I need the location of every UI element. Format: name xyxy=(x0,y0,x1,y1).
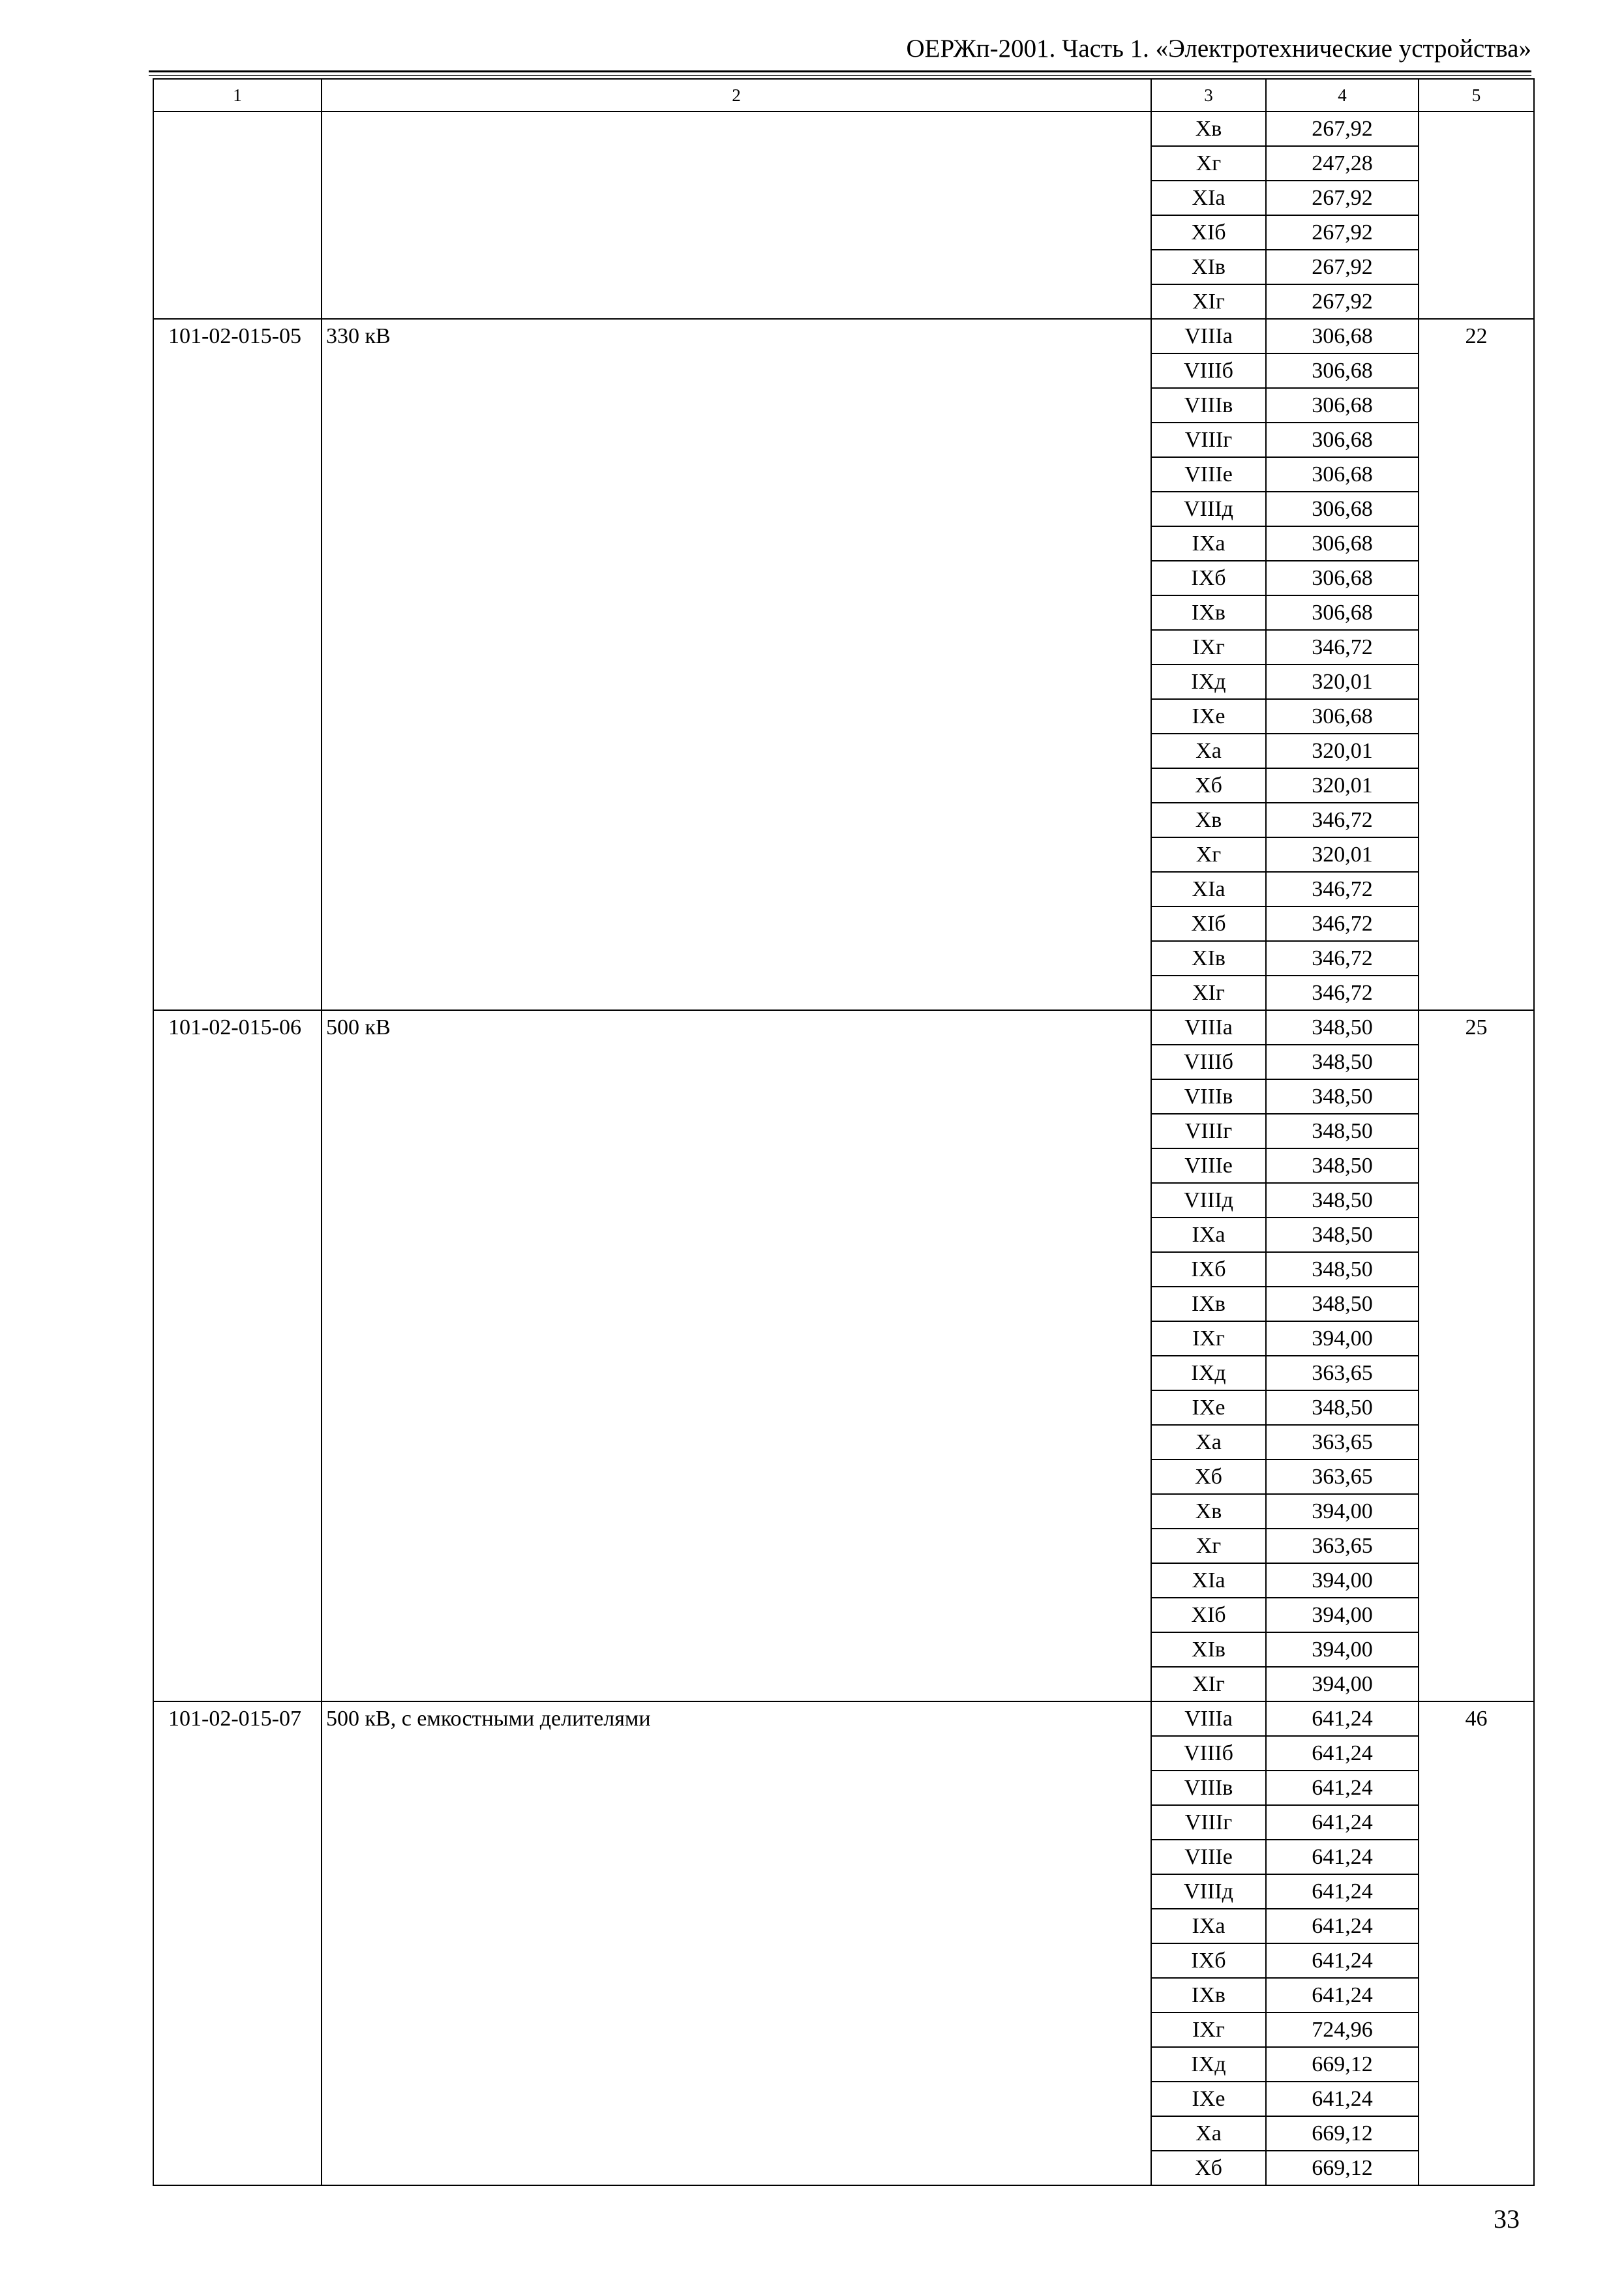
zone-cell: IXа xyxy=(1151,1218,1266,1252)
item-code: 101-02-015-06 xyxy=(153,1010,322,1701)
zone-cell: IXг xyxy=(1151,630,1266,665)
column5-value xyxy=(1419,112,1534,319)
zone-cell: VIIIд xyxy=(1151,1183,1266,1218)
price-cell: 363,65 xyxy=(1266,1529,1419,1563)
price-cell: 306,68 xyxy=(1266,388,1419,423)
zone-cell: XIб xyxy=(1151,215,1266,250)
price-cell: 306,68 xyxy=(1266,526,1419,561)
column5-value: 25 xyxy=(1419,1010,1534,1701)
price-cell: 641,24 xyxy=(1266,1805,1419,1840)
zone-cell: VIIIб xyxy=(1151,353,1266,388)
page-header: ОЕРЖп-2001. Часть 1. «Электротехнические устройства» xyxy=(906,35,1531,63)
zone-cell: VIIIе xyxy=(1151,1840,1266,1874)
zone-cell: XIг xyxy=(1151,284,1266,319)
price-cell: 306,68 xyxy=(1266,561,1419,595)
zone-cell: VIIIг xyxy=(1151,1805,1266,1840)
price-cell: 320,01 xyxy=(1266,837,1419,872)
zone-cell: Xа xyxy=(1151,1425,1266,1459)
zone-cell: Xг xyxy=(1151,1529,1266,1563)
zone-cell: IXв xyxy=(1151,1287,1266,1321)
price-cell: 363,65 xyxy=(1266,1425,1419,1459)
zone-cell: IXе xyxy=(1151,699,1266,734)
zone-cell: Xг xyxy=(1151,146,1266,181)
column-number-row xyxy=(153,79,1534,112)
price-cell: 641,24 xyxy=(1266,1840,1419,1874)
zone-cell: XIв xyxy=(1151,1632,1266,1667)
price-cell: 394,00 xyxy=(1266,1667,1419,1701)
price-cell: 641,24 xyxy=(1266,1943,1419,1978)
zone-cell: VIIIе xyxy=(1151,457,1266,492)
zone-cell: VIIIб xyxy=(1151,1045,1266,1079)
zone-cell: VIIIг xyxy=(1151,1114,1266,1148)
zone-cell: VIIIб xyxy=(1151,1736,1266,1771)
price-cell: 247,28 xyxy=(1266,146,1419,181)
price-cell: 348,50 xyxy=(1266,1287,1419,1321)
table-row xyxy=(153,319,1534,353)
table-row xyxy=(153,1010,1534,1045)
zone-cell: Xа xyxy=(1151,2116,1266,2151)
table-row xyxy=(153,1701,1534,1736)
price-cell: 669,12 xyxy=(1266,2047,1419,2082)
price-cell: 394,00 xyxy=(1266,1632,1419,1667)
zone-cell: XIа xyxy=(1151,1563,1266,1598)
zone-cell: IXа xyxy=(1151,1909,1266,1943)
price-cell: 320,01 xyxy=(1266,768,1419,803)
price-cell: 641,24 xyxy=(1266,1909,1419,1943)
zone-cell: IXб xyxy=(1151,1943,1266,1978)
zone-cell: IXе xyxy=(1151,1390,1266,1425)
zone-cell: XIг xyxy=(1151,976,1266,1010)
zone-cell: Xб xyxy=(1151,1459,1266,1494)
column-header: 5 xyxy=(1419,79,1534,112)
header-rule xyxy=(149,70,1531,72)
zone-cell: VIIIв xyxy=(1151,1079,1266,1114)
zone-cell: IXв xyxy=(1151,1978,1266,2012)
zone-cell: XIб xyxy=(1151,906,1266,941)
price-cell: 348,50 xyxy=(1266,1045,1419,1079)
zone-cell: Xв xyxy=(1151,112,1266,146)
zone-cell: VIIIв xyxy=(1151,388,1266,423)
zone-cell: XIа xyxy=(1151,181,1266,215)
price-cell: 306,68 xyxy=(1266,595,1419,630)
zone-cell: IXв xyxy=(1151,595,1266,630)
price-cell: 348,50 xyxy=(1266,1148,1419,1183)
price-cell: 641,24 xyxy=(1266,1701,1419,1736)
price-cell: 306,68 xyxy=(1266,699,1419,734)
price-cell: 346,72 xyxy=(1266,976,1419,1010)
price-cell: 306,68 xyxy=(1266,319,1419,353)
zone-cell: IXа xyxy=(1151,526,1266,561)
item-name: 500 кВ xyxy=(322,1010,1151,1701)
price-cell: 267,92 xyxy=(1266,112,1419,146)
zone-cell: XIа xyxy=(1151,872,1266,906)
zone-cell: IXб xyxy=(1151,1252,1266,1287)
table-row xyxy=(153,112,1534,146)
price-cell: 348,50 xyxy=(1266,1010,1419,1045)
price-cell: 641,24 xyxy=(1266,1978,1419,2012)
price-cell: 641,24 xyxy=(1266,1736,1419,1771)
price-cell: 320,01 xyxy=(1266,734,1419,768)
price-cell: 267,92 xyxy=(1266,181,1419,215)
zone-cell: IXг xyxy=(1151,2012,1266,2047)
zone-cell: VIIIв xyxy=(1151,1771,1266,1805)
column-header: 3 xyxy=(1151,79,1266,112)
price-cell: 348,50 xyxy=(1266,1114,1419,1148)
zone-cell: Xг xyxy=(1151,837,1266,872)
price-cell: 394,00 xyxy=(1266,1494,1419,1529)
zone-cell: IXг xyxy=(1151,1321,1266,1356)
price-cell: 641,24 xyxy=(1266,1771,1419,1805)
column-header: 2 xyxy=(322,79,1151,112)
price-cell: 348,50 xyxy=(1266,1390,1419,1425)
column-header: 1 xyxy=(153,79,322,112)
item-name: 330 кВ xyxy=(322,319,1151,1010)
item-code: 101-02-015-05 xyxy=(153,319,322,1010)
price-cell: 724,96 xyxy=(1266,2012,1419,2047)
page-number: 33 xyxy=(1494,2204,1520,2234)
zone-cell: XIб xyxy=(1151,1598,1266,1632)
price-cell: 267,92 xyxy=(1266,284,1419,319)
price-cell: 641,24 xyxy=(1266,1874,1419,1909)
zone-cell: Xб xyxy=(1151,2151,1266,2185)
price-cell: 306,68 xyxy=(1266,423,1419,457)
zone-cell: VIIIа xyxy=(1151,1701,1266,1736)
price-cell: 348,50 xyxy=(1266,1079,1419,1114)
price-cell: 348,50 xyxy=(1266,1183,1419,1218)
price-cell: 394,00 xyxy=(1266,1321,1419,1356)
price-cell: 394,00 xyxy=(1266,1598,1419,1632)
price-cell: 346,72 xyxy=(1266,906,1419,941)
item-code: 101-02-015-07 xyxy=(153,1701,322,2185)
price-cell: 669,12 xyxy=(1266,2116,1419,2151)
price-cell: 306,68 xyxy=(1266,457,1419,492)
zone-cell: IXд xyxy=(1151,1356,1266,1390)
item-code xyxy=(153,112,322,319)
zone-cell: IXд xyxy=(1151,2047,1266,2082)
zone-cell: VIIIд xyxy=(1151,492,1266,526)
price-cell: 306,68 xyxy=(1266,492,1419,526)
zone-cell: IXд xyxy=(1151,665,1266,699)
price-cell: 306,68 xyxy=(1266,353,1419,388)
price-cell: 363,65 xyxy=(1266,1459,1419,1494)
zone-cell: XIв xyxy=(1151,941,1266,976)
column5-value: 22 xyxy=(1419,319,1534,1010)
price-cell: 669,12 xyxy=(1266,2151,1419,2185)
price-cell: 641,24 xyxy=(1266,2082,1419,2116)
price-cell: 346,72 xyxy=(1266,941,1419,976)
column-header: 4 xyxy=(1266,79,1419,112)
item-name xyxy=(322,112,1151,319)
price-cell: 267,92 xyxy=(1266,215,1419,250)
column5-value: 46 xyxy=(1419,1701,1534,2185)
zone-cell: Xб xyxy=(1151,768,1266,803)
price-cell: 267,92 xyxy=(1266,250,1419,284)
zone-cell: VIIIа xyxy=(1151,1010,1266,1045)
price-cell: 394,00 xyxy=(1266,1563,1419,1598)
price-cell: 346,72 xyxy=(1266,872,1419,906)
table-body xyxy=(153,112,1534,2185)
rates-table xyxy=(153,78,1535,2186)
zone-cell: Xв xyxy=(1151,1494,1266,1529)
price-cell: 346,72 xyxy=(1266,630,1419,665)
price-cell: 346,72 xyxy=(1266,803,1419,837)
header-rule-thin xyxy=(149,75,1531,76)
item-name: 500 кВ, с емкостными делителями xyxy=(322,1701,1151,2185)
price-cell: 348,50 xyxy=(1266,1218,1419,1252)
price-cell: 320,01 xyxy=(1266,665,1419,699)
zone-cell: IXе xyxy=(1151,2082,1266,2116)
zone-cell: XIв xyxy=(1151,250,1266,284)
zone-cell: VIIIг xyxy=(1151,423,1266,457)
zone-cell: IXб xyxy=(1151,561,1266,595)
price-cell: 348,50 xyxy=(1266,1252,1419,1287)
zone-cell: VIIIд xyxy=(1151,1874,1266,1909)
price-cell: 363,65 xyxy=(1266,1356,1419,1390)
zone-cell: Xа xyxy=(1151,734,1266,768)
zone-cell: VIIIа xyxy=(1151,319,1266,353)
zone-cell: XIг xyxy=(1151,1667,1266,1701)
zone-cell: Xв xyxy=(1151,803,1266,837)
zone-cell: VIIIе xyxy=(1151,1148,1266,1183)
